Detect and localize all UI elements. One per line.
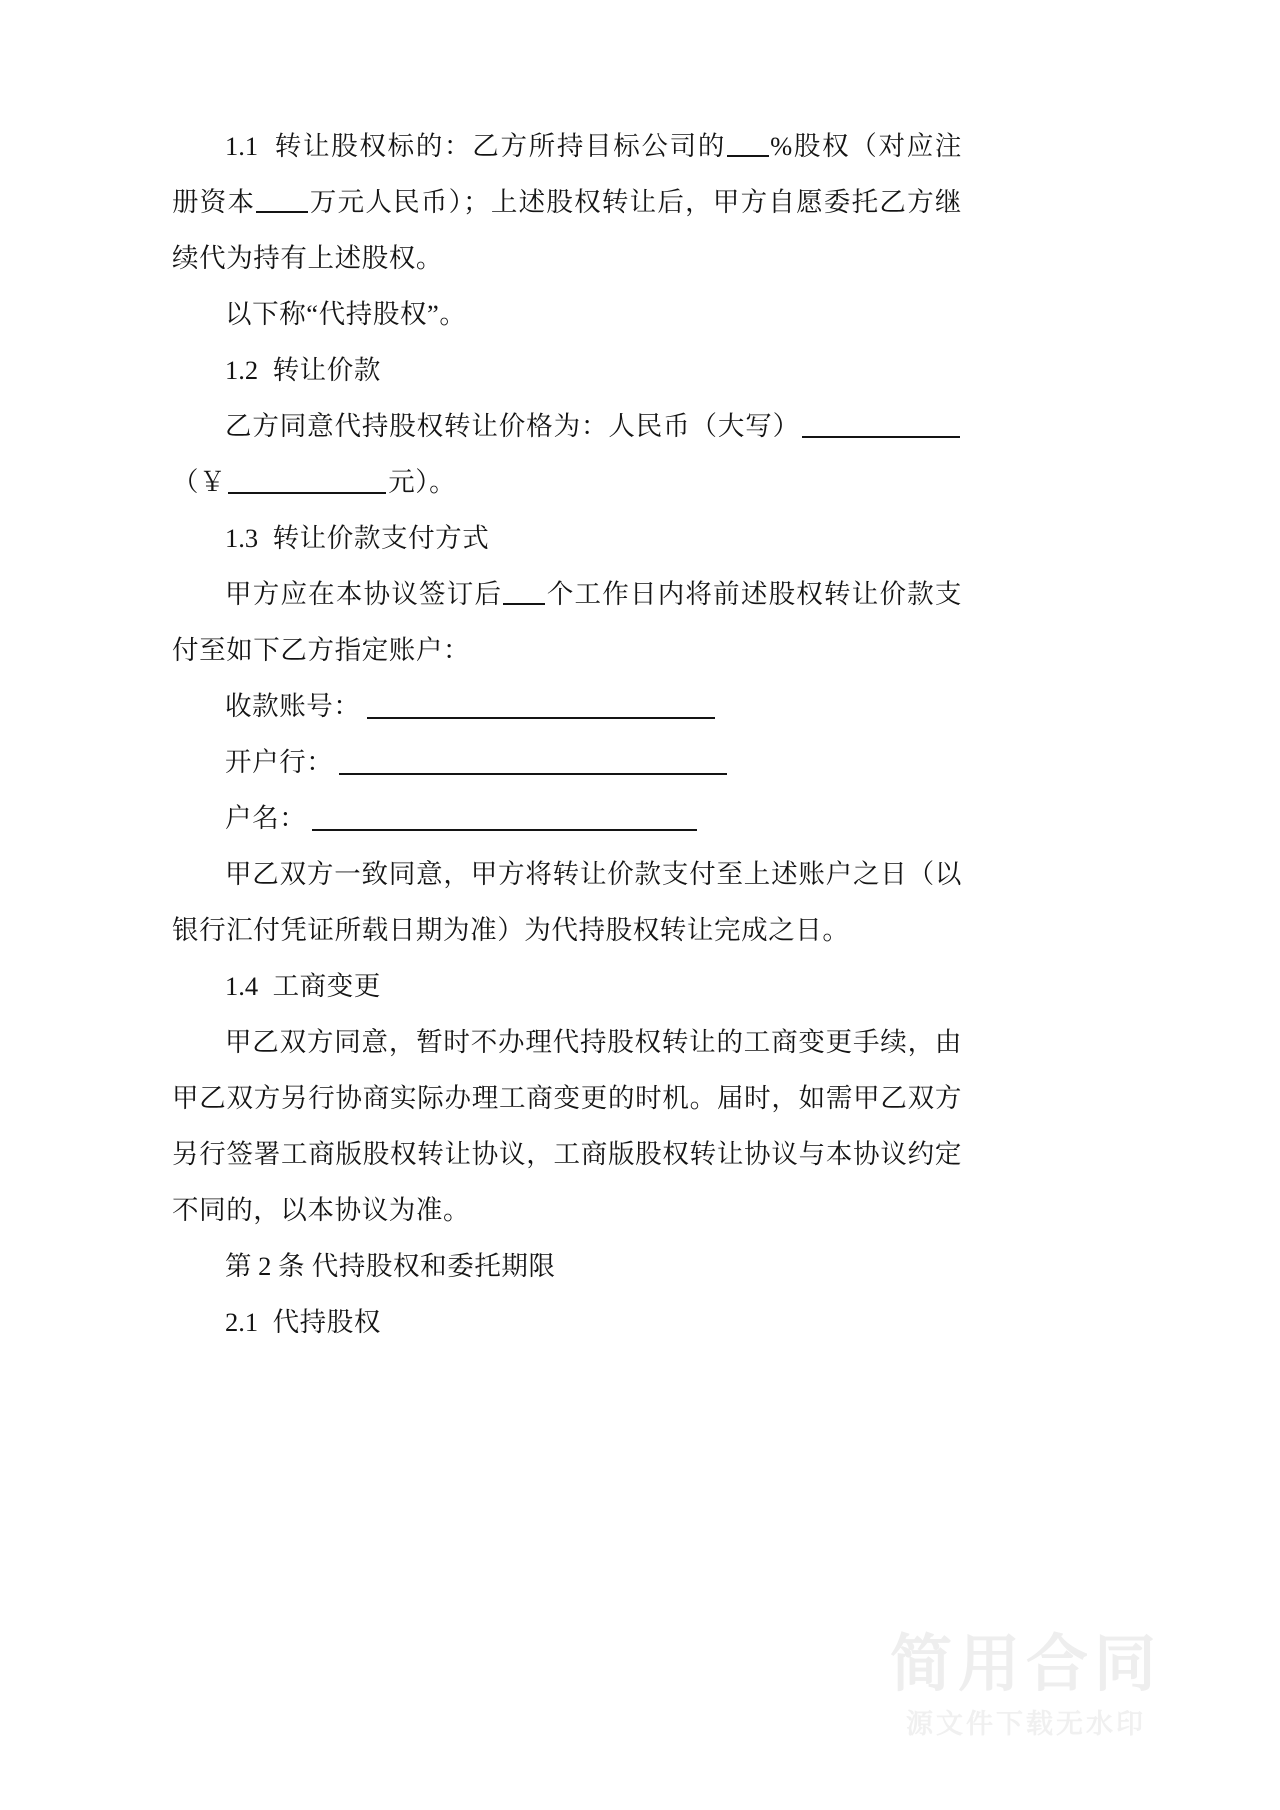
- clause-1-2-paragraph: [172, 398, 962, 510]
- clause-1-4-number: 1.4: [225, 971, 259, 1001]
- clause-1-3-text-b: 个工作日内将前述股权转让价款支付至如下乙方指定账户：: [172, 579, 963, 665]
- clause-1-3-title: 转让价款支付方式: [272, 523, 490, 553]
- clause-1-2-text-a: 乙方同意代持股权转让价格为：人民币（大写）: [225, 411, 800, 441]
- clause-2-1-title: 代持股权: [272, 1307, 381, 1337]
- clause-1-2-title: 转让价款: [272, 355, 381, 385]
- clause-1-1-text-c: 万元人民币）；上述股权转让后，甲方自愿委托乙方继续代为持有上述股权。: [172, 187, 962, 273]
- clause-1-1-text-a: 转让股权标的：乙方所持目标公司的: [274, 131, 727, 161]
- field-row-account-number: [172, 678, 962, 734]
- account-holder-input[interactable]: [312, 829, 697, 831]
- article-2-heading: [172, 1238, 962, 1294]
- blank-registered-capital[interactable]: [256, 211, 308, 213]
- account-number-label: 收款账号：: [225, 691, 361, 721]
- clause-1-2-text-c: 元）。: [388, 467, 457, 497]
- watermark-brand: 简用合同: [889, 1627, 1162, 1700]
- clause-1-2-text-b: （￥: [172, 467, 227, 497]
- clause-1-1-paragraph: [172, 118, 962, 286]
- clause-1-4-title: 工商变更: [272, 971, 381, 1001]
- clause-1-1-number: 1.1: [225, 131, 259, 161]
- bank-name-label: 开户行：: [225, 747, 334, 777]
- field-row-account-holder: [172, 790, 962, 846]
- blank-business-days[interactable]: [503, 603, 545, 605]
- clause-1-4-paragraph: 甲乙双方同意，暂时不办理代持股权转让的工商变更手续，由甲乙双方另行协商实际办理工商变更的时机。届时，如需甲乙双方另行签署工商版股权转让协议，工商版股权转让协议与本协议约定不同的，以本协议为准。: [172, 1027, 962, 1225]
- watermark: [889, 1627, 1162, 1740]
- clause-1-3-closing-paragraph: 甲乙双方一致同意，甲方将转让价款支付至上述账户之日（以银行汇付凭证所载日期为准）为代持股权转让完成之日。: [172, 859, 962, 945]
- clause-1-3-paragraph: [172, 566, 962, 678]
- clause-1-3-number: 1.3: [225, 523, 259, 553]
- account-number-input[interactable]: [367, 717, 715, 719]
- blank-equity-percent[interactable]: [727, 155, 769, 157]
- article-2-number: 第 2 条: [225, 1251, 305, 1281]
- clause-1-4-heading: [172, 958, 962, 1014]
- field-row-bank-name: [172, 734, 962, 790]
- document-body: [172, 118, 962, 1350]
- blank-price-in-figures[interactable]: [228, 492, 386, 494]
- account-holder-label: 户名：: [225, 803, 307, 833]
- watermark-tagline: 源文件下载无水印: [905, 1709, 1146, 1740]
- clause-2-1-heading: [172, 1294, 962, 1350]
- clause-1-2-number: 1.2: [225, 355, 259, 385]
- clause-1-3-text-a: 甲方应在本协议签订后: [225, 579, 503, 609]
- bank-name-input[interactable]: [339, 773, 727, 775]
- clause-2-1-number: 2.1: [225, 1307, 259, 1337]
- article-2-title: 代持股权和委托期限: [311, 1251, 556, 1281]
- alias-paragraph: 以下称“代持股权”。: [225, 299, 467, 329]
- clause-1-3-heading: [172, 510, 962, 566]
- blank-price-in-words[interactable]: [802, 436, 960, 438]
- clause-1-2-heading: [172, 342, 962, 398]
- clause-1-1-text-b: %股权（对应注册资本: [172, 131, 963, 217]
